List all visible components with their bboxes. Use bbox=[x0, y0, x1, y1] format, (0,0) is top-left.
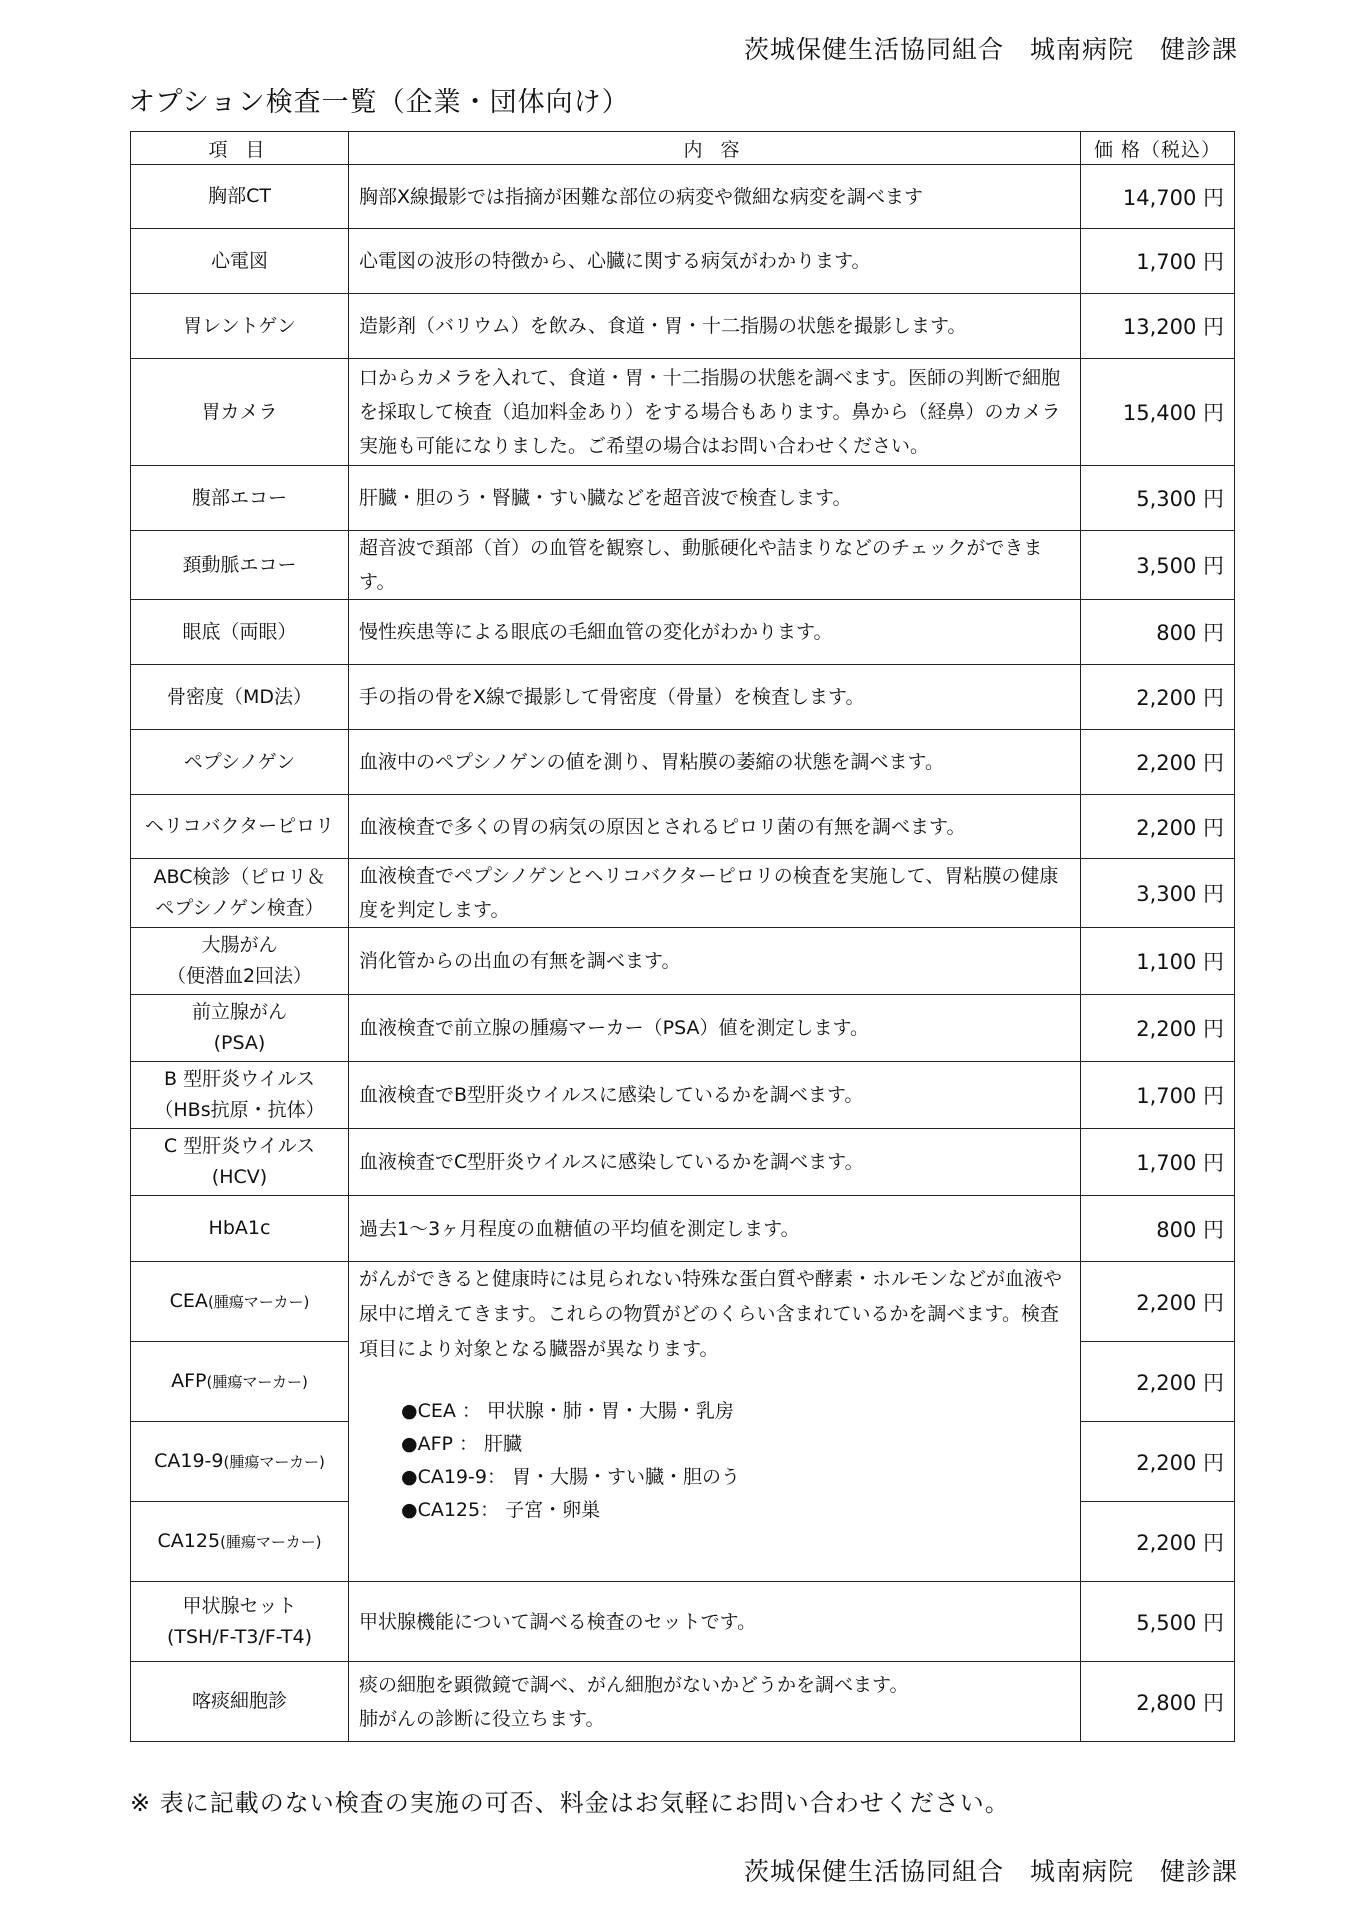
item-price: 2,200 円 bbox=[1081, 1342, 1235, 1422]
item-content bbox=[349, 1662, 1081, 1742]
table-row bbox=[131, 229, 1235, 294]
marker-name: CEA bbox=[169, 1289, 208, 1312]
item-name bbox=[131, 859, 349, 928]
item-name: ヘリコバクターピロリ bbox=[131, 795, 349, 859]
item-content: 血液中のペプシノゲンの値を測り、胃粘膜の萎縮の状態を調べます。 bbox=[349, 730, 1081, 795]
item-name-line1: ABC検診（ピロリ＆ bbox=[153, 866, 326, 888]
item-price: 15,400 円 bbox=[1081, 359, 1235, 466]
marker-suffix: (腫瘍マーカー) bbox=[223, 1452, 325, 1471]
item-name: 心電図 bbox=[131, 229, 349, 294]
item-name bbox=[131, 995, 349, 1062]
item-name: ペプシノゲン bbox=[131, 730, 349, 795]
item-price: 2,200 円 bbox=[1081, 1422, 1235, 1502]
item-content: 血液検査でB型肝炎ウイルスに感染しているかを調べます。 bbox=[349, 1062, 1081, 1129]
item-name bbox=[131, 1262, 349, 1342]
table-row bbox=[131, 600, 1235, 665]
item-price: 2,200 円 bbox=[1081, 665, 1235, 730]
item-name-line2: (HCV) bbox=[211, 1166, 268, 1188]
item-content: 血液検査で前立腺の腫瘍マーカー（PSA）値を測定します。 bbox=[349, 995, 1081, 1062]
item-content: 消化管からの出血の有無を調べます。 bbox=[349, 928, 1081, 995]
item-content-line1: 痰の細胞を顕微鏡で調べ、がん細胞がないかどうかを調べます。 bbox=[359, 1673, 909, 1696]
table-row bbox=[131, 1129, 1235, 1196]
item-name-line2: ペプシノゲン検査） bbox=[155, 897, 324, 919]
item-name: 骨密度（MD法） bbox=[131, 665, 349, 730]
header-content: 内 容 bbox=[349, 132, 1081, 165]
list-item: ●AFP ： 肝臓 bbox=[401, 1433, 523, 1455]
header-organization: 茨城保健生活協同組合 城南病院 健診課 bbox=[743, 35, 1238, 64]
item-price: 1,100 円 bbox=[1081, 928, 1235, 995]
table-row bbox=[131, 1582, 1235, 1662]
table-row bbox=[131, 795, 1235, 859]
item-price: 13,200 円 bbox=[1081, 294, 1235, 359]
item-name bbox=[131, 1502, 349, 1582]
table-row bbox=[131, 165, 1235, 229]
item-price: 1,700 円 bbox=[1081, 1062, 1235, 1129]
list-item: ●CA125： 子宮・卵巣 bbox=[401, 1499, 601, 1521]
marker-suffix: (腫瘍マーカー) bbox=[220, 1532, 322, 1551]
item-name bbox=[131, 1342, 349, 1422]
item-name bbox=[131, 928, 349, 995]
item-price: 800 円 bbox=[1081, 1196, 1235, 1262]
marker-name: CA19-9 bbox=[154, 1449, 224, 1472]
list-item: ●CEA ： 甲状腺・肺・胃・大腸・乳房 bbox=[401, 1400, 734, 1422]
table-row bbox=[131, 1662, 1235, 1742]
item-name bbox=[131, 1422, 349, 1502]
item-name-line2: （HBs抗原・抗体） bbox=[154, 1099, 325, 1121]
item-name-line2: (TSH/F-T3/F-T4) bbox=[166, 1625, 313, 1648]
item-price: 2,200 円 bbox=[1081, 1502, 1235, 1582]
item-price: 3,300 円 bbox=[1081, 859, 1235, 928]
item-content: 甲状腺機能について調べる検査のセットです。 bbox=[349, 1582, 1081, 1662]
item-price: 2,200 円 bbox=[1081, 1262, 1235, 1342]
item-price: 3,500 円 bbox=[1081, 531, 1235, 600]
item-name: 腹部エコー bbox=[131, 466, 349, 531]
item-name bbox=[131, 1582, 349, 1662]
item-price: 5,500 円 bbox=[1081, 1582, 1235, 1662]
item-name bbox=[131, 1129, 349, 1196]
item-name bbox=[131, 1062, 349, 1129]
header-price: 価 格（税込） bbox=[1081, 132, 1235, 165]
item-content: 肝臓・胆のう・腎臓・すい臓などを超音波で検査します。 bbox=[349, 466, 1081, 531]
marker-suffix: (腫瘍マーカー) bbox=[207, 1292, 310, 1311]
item-content: 血液検査でC型肝炎ウイルスに感染しているかを調べます。 bbox=[349, 1129, 1081, 1196]
list-item: ●CA19-9： 胃・大腸・すい臓・胆のう bbox=[401, 1466, 741, 1488]
item-name-line1: B 型肝炎ウイルス bbox=[164, 1068, 315, 1090]
item-name-line1: 大腸がん bbox=[201, 934, 278, 956]
item-price: 14,700 円 bbox=[1081, 165, 1235, 229]
table-row bbox=[131, 359, 1235, 466]
item-name: 胃カメラ bbox=[131, 359, 349, 466]
item-name: 喀痰細胞診 bbox=[131, 1662, 349, 1742]
tumor-marker-description bbox=[349, 1262, 1081, 1582]
item-content: 心電図の波形の特徴から、心臓に関する病気がわかります。 bbox=[349, 229, 1081, 294]
item-price: 2,200 円 bbox=[1081, 730, 1235, 795]
item-content: 超音波で頚部（首）の血管を観察し、動脈硬化や詰まりなどのチェックができます。 bbox=[349, 531, 1081, 600]
footer-organization: 茨城保健生活協同組合 城南病院 健診課 bbox=[743, 1857, 1238, 1886]
item-name-line1: 前立腺がん bbox=[191, 1001, 287, 1023]
item-price: 5,300 円 bbox=[1081, 466, 1235, 531]
item-name-line2: (PSA) bbox=[213, 1032, 266, 1054]
item-content: 過去1～3ヶ月程度の血糖値の平均値を測定します。 bbox=[349, 1196, 1081, 1262]
table-row bbox=[131, 1062, 1235, 1129]
table-row bbox=[131, 466, 1235, 531]
item-content: 血液検査で多くの胃の病気の原因とされるピロリ菌の有無を調べます。 bbox=[349, 795, 1081, 859]
table-header-row bbox=[131, 132, 1235, 165]
table-row bbox=[131, 665, 1235, 730]
item-price: 1,700 円 bbox=[1081, 229, 1235, 294]
item-price: 800 円 bbox=[1081, 600, 1235, 665]
item-name: 胃レントゲン bbox=[131, 294, 349, 359]
item-price: 2,200 円 bbox=[1081, 995, 1235, 1062]
item-name: HbA1c bbox=[131, 1196, 349, 1262]
table-row bbox=[131, 995, 1235, 1062]
item-content: 胸部X線撮影では指摘が困難な部位の病変や微細な病変を調べます bbox=[349, 165, 1081, 229]
item-name-line1: C 型肝炎ウイルス bbox=[163, 1135, 316, 1157]
table-row bbox=[131, 1196, 1235, 1262]
table-row bbox=[131, 928, 1235, 995]
table-row bbox=[131, 294, 1235, 359]
marker-suffix: (腫瘍マーカー) bbox=[206, 1372, 308, 1391]
footnote: ※ 表に記載のない検査の実施の可否、料金はお気軽にお問い合わせください。 bbox=[130, 1789, 1010, 1817]
marker-name: AFP bbox=[171, 1369, 207, 1392]
table-row bbox=[131, 859, 1235, 928]
item-name: 眼底（両眼） bbox=[131, 600, 349, 665]
item-name-line2: （便潜血2回法） bbox=[166, 965, 313, 987]
item-content: 手の指の骨をX線で撮影して骨密度（骨量）を検査します。 bbox=[349, 665, 1081, 730]
page-title: オプション検査一覧（企業・団体向け） bbox=[128, 87, 630, 118]
item-content: 口からカメラを入れて、食道・胃・十二指腸の状態を調べます。医師の判断で細胞を採取して検査（追加料金あり）をする場合もあります。鼻から（経鼻）のカメラ実施も可能になりました。ご希望の場合はお問い合わせください。 bbox=[349, 359, 1081, 466]
item-content: 造影剤（バリウム）を飲み、食道・胃・十二指腸の状態を撮影します。 bbox=[349, 294, 1081, 359]
marker-name: CA125 bbox=[157, 1529, 221, 1552]
options-table bbox=[130, 131, 1235, 1742]
item-content: 慢性疾患等による眼底の毛細血管の変化がわかります。 bbox=[349, 600, 1081, 665]
item-price: 2,200 円 bbox=[1081, 795, 1235, 859]
header-item: 項 目 bbox=[131, 132, 349, 165]
tumor-marker-list bbox=[401, 1395, 1070, 1527]
table-row-tumor-marker bbox=[131, 1262, 1235, 1342]
item-content: 血液検査でペプシノゲンとヘリコバクターピロリの検査を実施して、胃粘膜の健康度を判定します。 bbox=[349, 859, 1081, 928]
item-name: 胸部CT bbox=[131, 165, 349, 229]
item-price: 2,800 円 bbox=[1081, 1662, 1235, 1742]
table-row bbox=[131, 531, 1235, 600]
item-name: 頚動脈エコー bbox=[131, 531, 349, 600]
item-content-line2: 肺がんの診断に役立ちます。 bbox=[359, 1707, 605, 1730]
table-row bbox=[131, 730, 1235, 795]
tumor-marker-text: がんができると健康時には見られない特殊な蛋白質や酵素・ホルモンなどが血液や尿中に増えてきます。これらの物質がどのくらい含まれているかを調べます。検査項目により対象となる臓器が異なります。 bbox=[359, 1268, 1063, 1360]
item-name-line1: 甲状腺セット bbox=[182, 1594, 297, 1617]
item-price: 1,700 円 bbox=[1081, 1129, 1235, 1196]
